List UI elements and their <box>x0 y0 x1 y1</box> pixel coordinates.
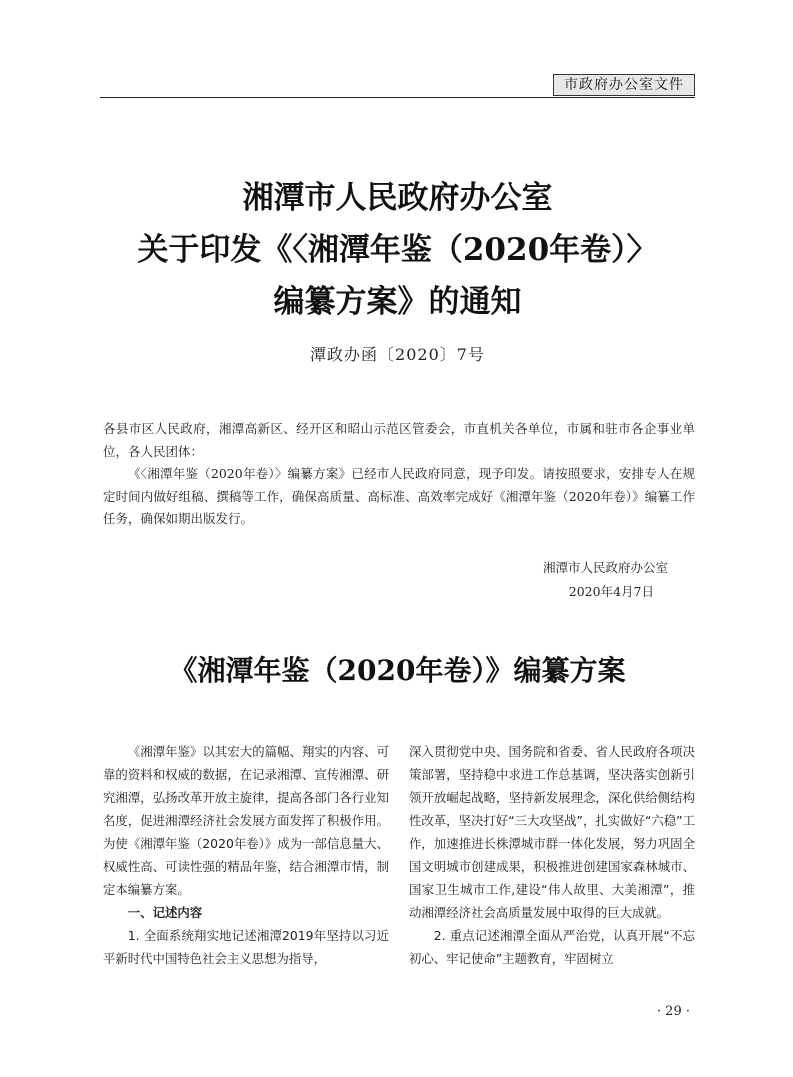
notice-title-line-1: 湘潭市人民政府办公室 <box>242 180 553 216</box>
notice-salutation: 各县市区人民政府，湘潭高新区、经开区和昭山示范区管委会，市直机关各单位，市属和驻市各企事业单位，各人民团体： <box>103 421 695 459</box>
notice-body <box>103 418 695 531</box>
document-category-tag: 市政府办公室文件 <box>553 74 695 96</box>
document-number: 潭政办函〔2020〕7号 <box>310 345 485 364</box>
section-heading-content: 一、记述内容 <box>127 905 203 920</box>
plan-item-1: 1. 全面系统翔实地记述湘潭2019年坚持以习近平新时代中国特色社会主义思想为指导， <box>103 928 389 966</box>
plan-title: 《湘潭年鉴（2020年卷）》编纂方案 <box>169 654 626 687</box>
plan-intro-paragraph: 《湘潭年鉴》以其宏大的篇幅、翔实的内容、可靠的资料和权威的数据，在记录湘潭、宣传湘潭、研究湘潭，弘扬改革开放主旋律，提高各部门各行业知名度，促进湘潭经济社会发展方面发挥了积极作用。为使《湘潭年鉴（2020年卷）》成为一部信息量大、权威性高、可读性强的精品年鉴，结合湘潭市情，制定本编纂方案。 <box>103 744 389 897</box>
notice-title-line-2: 关于印发《〈湘潭年鉴（2020年卷）〉 <box>137 232 658 268</box>
notice-title <box>100 172 695 328</box>
page-number: · 29 · <box>656 1004 690 1019</box>
header-rule <box>100 97 695 98</box>
issuer-name: 湘潭市人民政府办公室 <box>542 560 668 575</box>
plan-right-column <box>409 740 695 970</box>
plan-left-column <box>103 740 389 970</box>
plan-item-2: 2. 重点记述湘潭全面从严治党，认真开展“不忘初心、牢记使命”主题教育，牢固树立 <box>409 928 695 966</box>
notice-title-line-3: 编纂方案》的通知 <box>273 284 522 320</box>
plan-item-1-continued: 深入贯彻党中央、国务院和省委、省人民政府各项决策部署，坚持稳中求进工作总基调，坚决落实创新引领开放崛起战略，坚持新发展理念，深化供给侧结构性改革，坚决打好“三大攻坚战”，扎实做好“六稳”工作，加速推进长株潭城市群一体化发展，努力巩固全国文明城市创建成果，积极推进创建国家森林城市、国家卫生城市工作,建设“伟人故里、大美湘潭”，推动湘潭经济社会高质量发展中取得的巨大成就。 <box>409 744 695 920</box>
notice-main-paragraph: 《〈湘潭年鉴（2020年卷）〉编纂方案》已经市人民政府同意，现予印发。请按照要求，安排专人在规定时间内做好组稿、撰稿等工作，确保高质量、高标准、高效率完成好《湘潭年鉴（2020年卷）》编纂工作任务，确保如期出版发行。 <box>103 466 695 526</box>
issue-date: 2020年4月7日 <box>568 584 654 599</box>
signature-block <box>543 556 668 604</box>
